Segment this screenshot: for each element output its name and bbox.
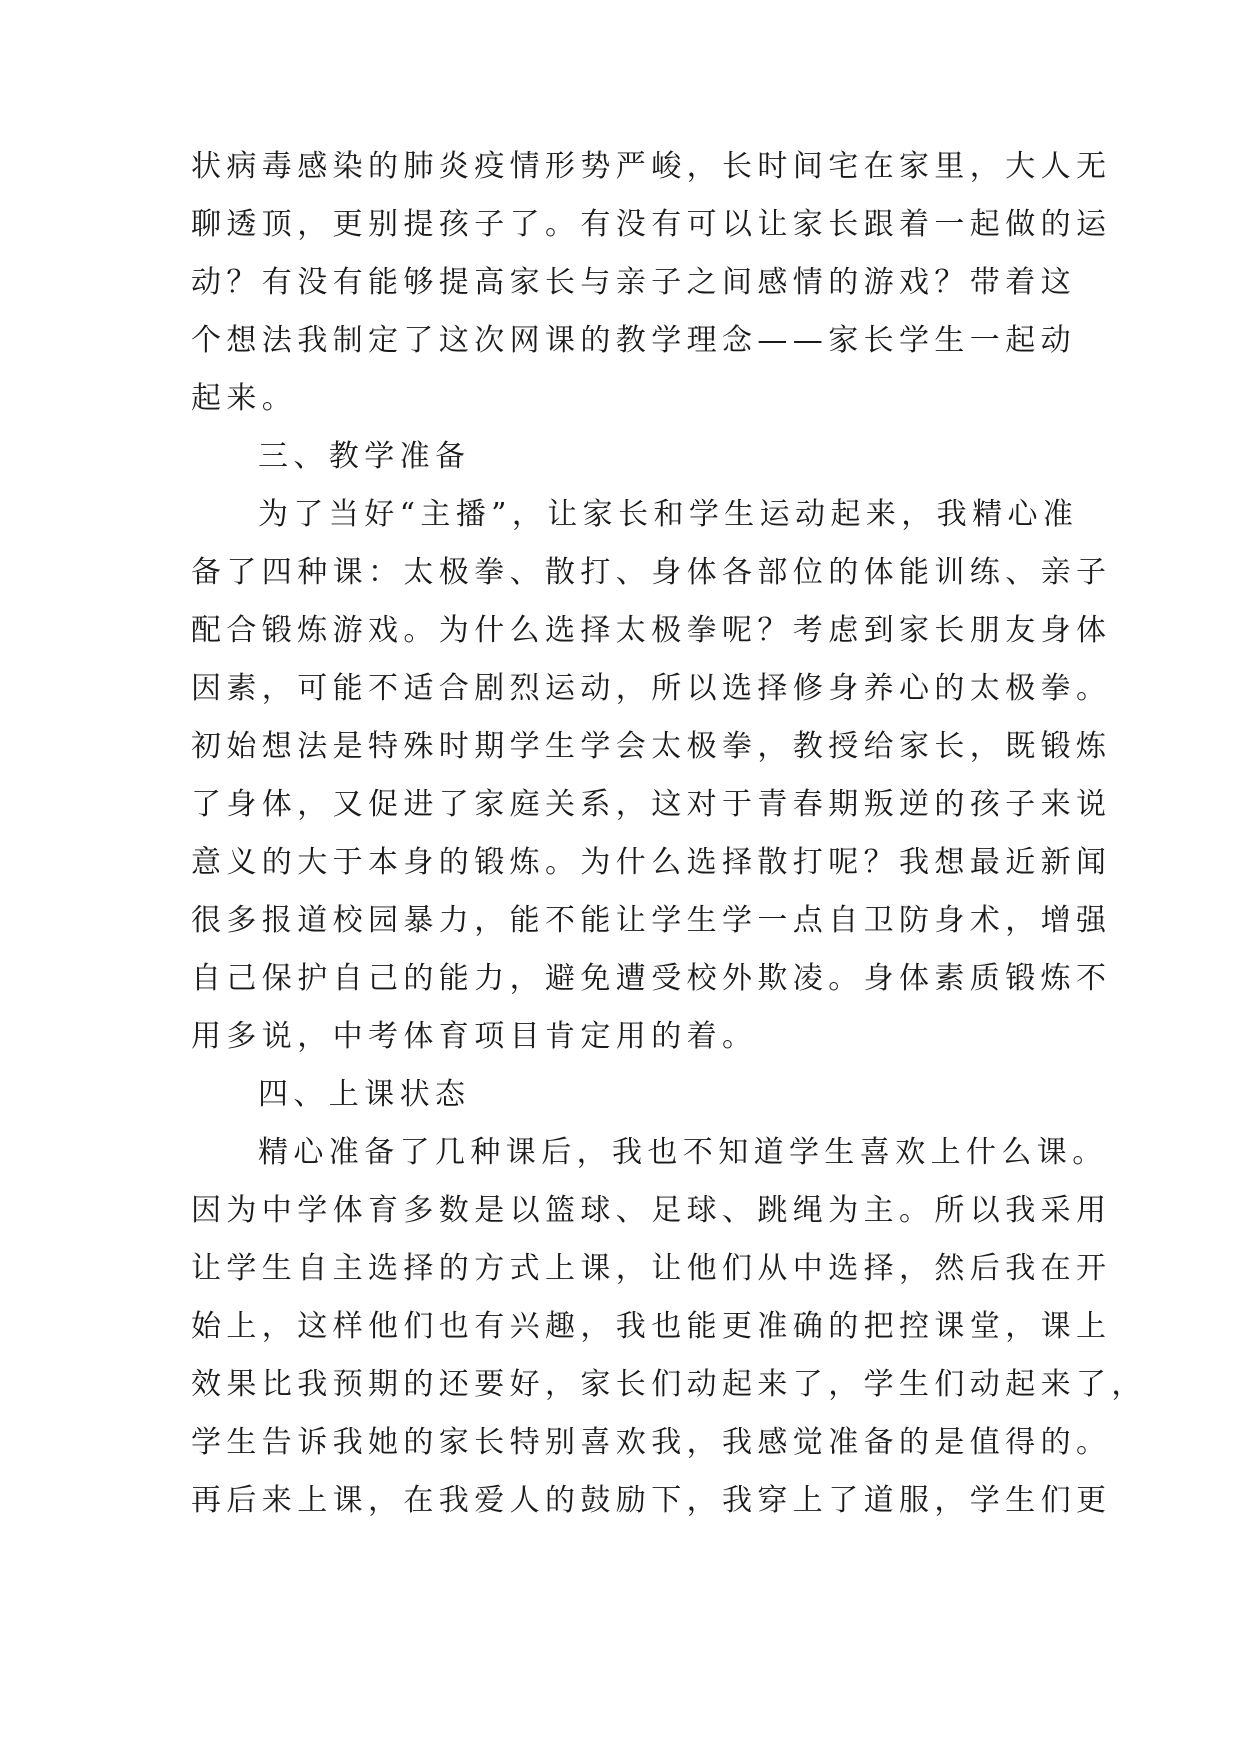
paragraph-line: 个想法我制定了这次网课的教学理念——家长学生一起动 [191,323,1076,358]
paragraph-line: 精心准备了几种课后，我也不知道学生喜欢上什么课。 [258,1135,1108,1170]
paragraph-line: 自己保护自己的能力，避免遭受校外欺凌。身体素质锻炼不 [191,961,1112,996]
paragraph-line: 始上，这样他们也有兴趣，我也能更准确的把控课堂，课上 [191,1309,1112,1344]
paragraph-line: 学生告诉我她的家长特别喜欢我，我感觉准备的是值得的。 [191,1425,1112,1460]
paragraph-line: 为了当好“主播”，让家长和学生运动起来，我精心准 [258,497,1079,532]
paragraph-line: 很多报道校园暴力，能不能让学生学一点自卫防身术，增强 [191,903,1112,938]
paragraph-line: 因为中学体育多数是以篮球、足球、跳绳为主。所以我采用 [191,1193,1112,1228]
paragraph-line: 用多说，中考体育项目肯定用的着。 [191,1019,758,1054]
paragraph-line: 意义的大于本身的锻炼。为什么选择散打呢？我想最近新闻 [191,845,1112,880]
paragraph-line: 初始想法是特殊时期学生学会太极拳，教授给家长，既锻炼 [191,729,1112,764]
paragraph-line: 备了四种课：太极拳、散打、身体各部位的体能训练、亲子 [191,555,1112,590]
paragraph-line: 动？有没有能够提高家长与亲子之间感情的游戏？带着这 [191,265,1076,300]
paragraph-line: 了身体，又促进了家庭关系，这对于青春期叛逆的孩子来说 [191,787,1112,822]
paragraph-line: 聊透顶，更别提孩子了。有没有可以让家长跟着一起做的运 [191,207,1112,242]
paragraph-line: 效果比我预期的还要好，家长们动起来了，学生们动起来了， [191,1367,1147,1402]
paragraph-line: 再后来上课，在我爱人的鼓励下，我穿上了道服，学生们更 [191,1483,1112,1518]
paragraph-line: 起来。 [191,381,298,416]
section-heading: 四、上课状态 [258,1077,471,1112]
paragraph-line: 让学生自主选择的方式上课，让他们从中选择，然后我在开 [191,1251,1112,1286]
paragraph-line: 配合锻炼游戏。为什么选择太极拳呢？考虑到家长朋友身体 [191,613,1112,648]
section-heading: 三、教学准备 [258,439,471,474]
paragraph-line: 状病毒感染的肺炎疫情形势严峻，长时间宅在家里，大人无 [191,149,1112,184]
paragraph-line: 因素，可能不适合剧烈运动，所以选择修身养心的太极拳。 [191,671,1112,706]
